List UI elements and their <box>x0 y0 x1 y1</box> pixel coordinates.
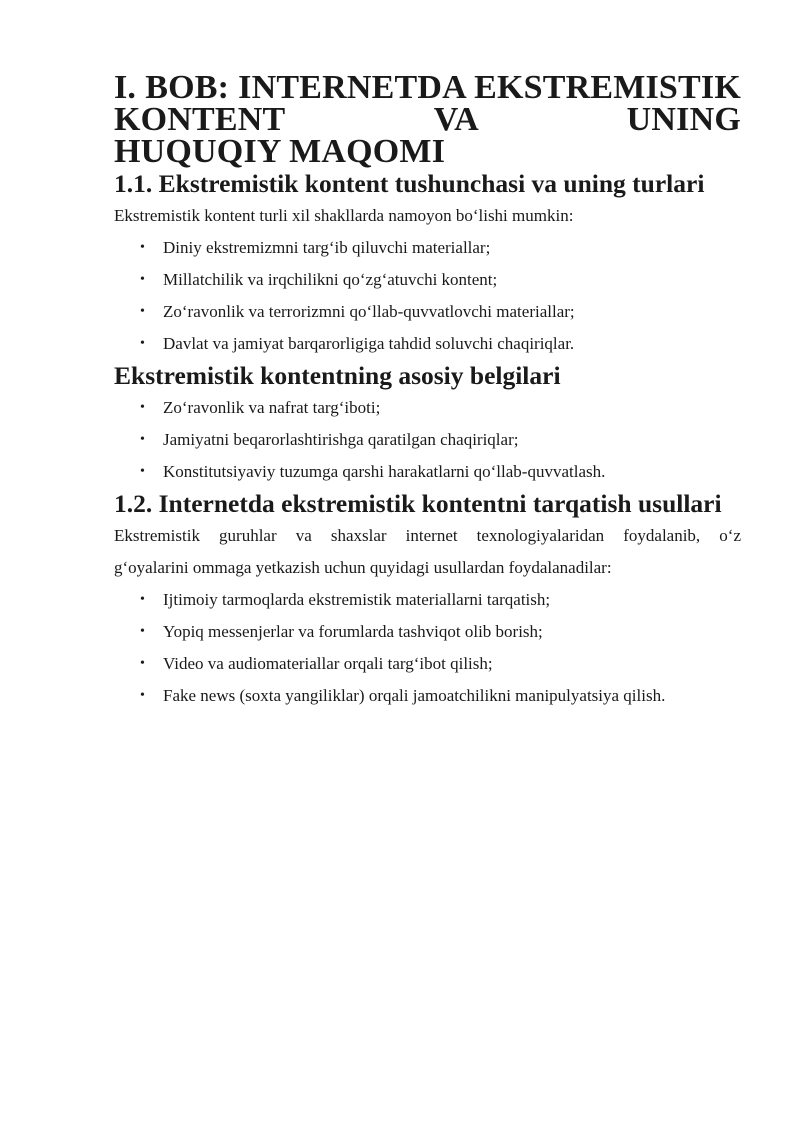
list-item-text: Jamiyatni beqarorlashtirishga qaratilgan chaqiriqlar; <box>163 430 519 449</box>
bullet-icon: • <box>140 432 145 447</box>
bullet-icon: • <box>140 272 145 287</box>
section-1-1-heading: 1.1. Ekstremistik kontent tushunchasi va uning turlari <box>114 169 705 198</box>
bullet-icon: • <box>140 400 145 415</box>
list-item-text: Diniy ekstremizmni targ‘ib qiluvchi materiallar; <box>163 238 491 257</box>
list-item-text: Fake news (soxta yangiliklar) orqali jamoatchilikni manipulyatsiya qilish. <box>163 686 666 705</box>
list-item <box>114 616 741 648</box>
list-item <box>114 328 741 360</box>
list-item-text: Konstitutsiyaviy tuzumga qarshi harakatlarni qo‘llab-quvvatlash. <box>163 462 606 481</box>
list-item <box>114 392 741 424</box>
chapter-title <box>114 69 741 170</box>
list-item <box>114 264 741 296</box>
list-item-text: Zo‘ravonlik va nafrat targ‘iboti; <box>163 398 381 417</box>
section-1-2-intro <box>114 520 741 584</box>
bullet-icon: • <box>140 624 145 639</box>
list-item <box>114 424 741 456</box>
list-item-text: Zo‘ravonlik va terrorizmni qo‘llab-quvvatlovchi materiallar; <box>163 302 575 321</box>
list-item-text: Ijtimoiy tarmoqlarda ekstremistik materiallarni tarqatish; <box>163 590 551 609</box>
list-item <box>114 680 741 712</box>
list-item <box>114 584 741 616</box>
chapter-title-line-1: I. BOB: INTERNETDA EKSTREMISTIK KONTENT VA UNING <box>114 69 741 138</box>
chapter-title-line-2: HUQUQIY MAQOMI <box>114 133 446 170</box>
bullet-icon: • <box>140 464 145 479</box>
content-types-list <box>114 232 741 360</box>
bullet-icon: • <box>140 688 145 703</box>
distribution-methods-list <box>114 584 741 712</box>
list-item-text: Millatchilik va irqchilikni qo‘zg‘atuvchi kontent; <box>163 270 498 289</box>
signs-list <box>114 392 741 488</box>
bullet-icon: • <box>140 304 145 319</box>
bullet-icon: • <box>140 656 145 671</box>
bullet-icon: • <box>140 336 145 351</box>
section-1-2-heading: 1.2. Internetda ekstremistik kontentni tarqatish usullari <box>114 489 722 518</box>
document-page <box>114 69 741 712</box>
list-item-text: Davlat va jamiyat barqarorligiga tahdid soluvchi chaqiriqlar. <box>163 334 575 353</box>
list-item <box>114 232 741 264</box>
list-item-text: Video va audiomateriallar orqali targ‘ibot qilish; <box>163 654 493 673</box>
list-item <box>114 456 741 488</box>
bullet-icon: • <box>140 240 145 255</box>
list-item-text: Yopiq messenjerlar va forumlarda tashviqot olib borish; <box>163 622 543 641</box>
section-1-2-intro-line-1: Ekstremistik guruhlar va shaxslar internet texnologiyalaridan foydalanib, o‘z <box>114 526 741 545</box>
signs-heading: Ekstremistik kontentning asosiy belgilari <box>114 361 561 390</box>
bullet-icon: • <box>140 592 145 607</box>
list-item <box>114 296 741 328</box>
section-1-2-intro-line-2: g‘oyalarini ommaga yetkazish uchun quyidagi usullardan foydalanadilar: <box>114 558 612 577</box>
list-item <box>114 648 741 680</box>
section-1-1-intro: Ekstremistik kontent turli xil shakllarda namoyon bo‘lishi mumkin: <box>114 206 574 225</box>
